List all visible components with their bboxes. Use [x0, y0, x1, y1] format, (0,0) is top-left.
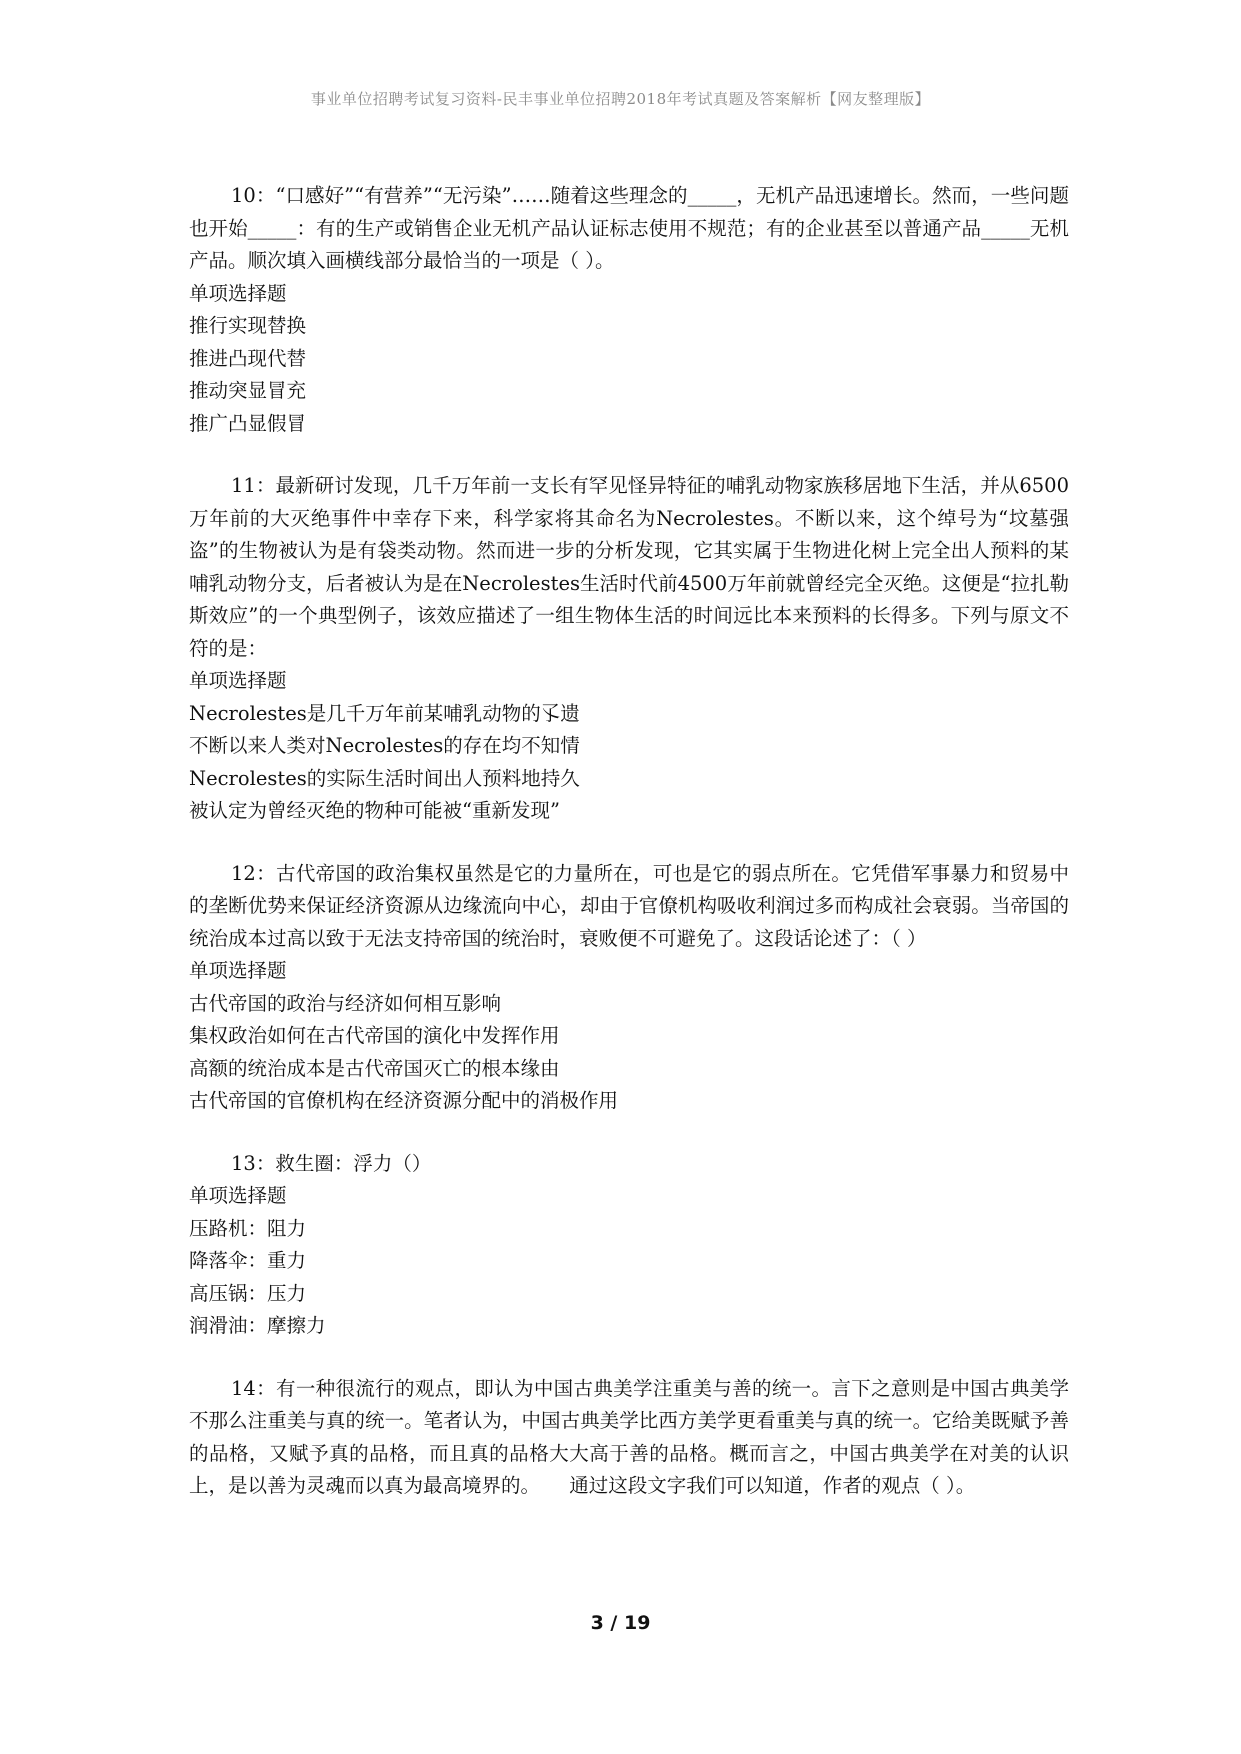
question-10 [189, 180, 1069, 440]
question-stem: 13：救生圈：浮力（） [231, 1151, 432, 1175]
question-type: 单项选择题 [189, 669, 287, 692]
option: 集权政治如何在古代帝国的演化中发挥作用 [189, 1024, 560, 1047]
question-stem: 12：古代帝国的政治集权虽然是它的力量所在，可也是它的弱点所在。它凭借军事暴力和贸易中的垄断优势来保证经济资源从边缘流向中心，却由于官僚机构吸收利润过多而构成社会衰弱。当帝国的统治成本过高以致于无法支持帝国的统治时，衰败便不可避免了。这段话论述了：（ ） [189, 861, 1069, 950]
question-13 [189, 1148, 1069, 1343]
page-header: 事业单位招聘考试复习资料-民丰事业单位招聘2018年考试真题及答案解析【网友整理版】 [310, 90, 931, 108]
question-type: 单项选择题 [189, 281, 287, 305]
question-stem: 14：有一种很流行的观点，即认为中国古典美学注重美与善的统一。言下之意则是中国古典美学不那么注重美与真的统一。笔者认为，中国古典美学比西方美学更看重美与真的统一。它给美既赋予善的品格，又赋予真的品格，而且真的品格大大高于善的品格。概而言之，中国古典美学在对美的认识上，是以善为灵魂而以真为最高境界的。 通过这段文字我们可以知道，作者的观点（ ）。 [189, 1376, 1069, 1497]
option: 推动突显冒充 [189, 379, 307, 402]
question-stem: 10：“口感好”“有营养”“无污染”……随着这些理念的_____，无机产品迅速增长。然而，一些问题也开始_____：有的生产或销售企业无机产品认证标志使用不规范；有的企业甚至以普通产品_____无机产品。顺次填入画横线部分最恰当的一项是（ ）。 [189, 184, 1069, 272]
option: 高压锅：压力 [189, 1281, 307, 1305]
option: 推行实现替换 [189, 314, 307, 337]
question-12 [189, 858, 1069, 1118]
option: 润滑油：摩擦力 [189, 1314, 326, 1337]
option: 降落伞：重力 [189, 1249, 307, 1272]
question-14 [189, 1373, 1069, 1503]
question-type: 单项选择题 [189, 1184, 287, 1207]
option: 高额的统治成本是古代帝国灭亡的根本缘由 [189, 1056, 560, 1080]
option: 不断以来人类对Necrolestes的存在均不知情 [189, 734, 580, 757]
option: 古代帝国的官僚机构在经济资源分配中的消极作用 [189, 1089, 619, 1112]
option: Necrolestes是几千万年前某哺乳动物的孓遗 [189, 701, 580, 725]
document-body [189, 180, 1069, 1533]
option: 古代帝国的政治与经济如何相互影响 [189, 991, 502, 1015]
option: 推广凸显假冒 [189, 411, 307, 435]
question-11 [189, 470, 1069, 828]
option: Necrolestes的实际生活时间出人预料地持久 [189, 766, 580, 790]
page-number: 3 / 19 [590, 1612, 651, 1634]
option: 推进凸现代替 [189, 346, 307, 370]
option: 被认定为曾经灭绝的物种可能被“重新发现” [189, 799, 560, 822]
option: 压路机：阻力 [189, 1216, 307, 1240]
question-stem: 11：最新研讨发现，几千万年前一支长有罕见怪异特征的哺乳动物家族移居地下生活，并从6500万年前的大灭绝事件中幸存下来，科学家将其命名为Necrolestes。不断以来，这个绰号为“坟墓强盗”的生物被认为是有袋类动物。然而进一步的分析发现，它其实属于生物进化树上完全出人预料的某哺乳动物分支，后者被认为是在Necrolestes生活时代前4500万年前就曾经完全灭绝。这便是“拉扎勒斯效应”的一个典型例子，该效应描述了一组生物体生活的时间远比本来预料的长得多。下列与原文不符的是： [189, 474, 1069, 660]
question-type: 单项选择题 [189, 959, 287, 982]
